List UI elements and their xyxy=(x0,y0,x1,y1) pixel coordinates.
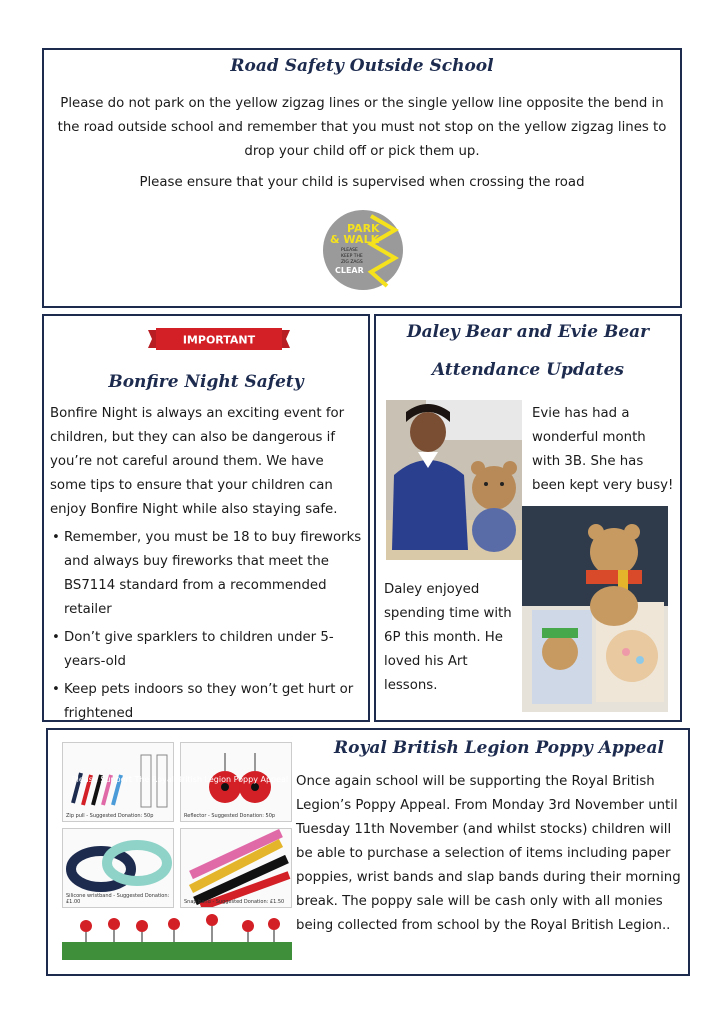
bears-title-line-2: Attendance Updates xyxy=(432,360,624,380)
poppy-products-image xyxy=(62,742,292,960)
important-label: IMPORTANT xyxy=(182,333,256,347)
product-caption: Zip pull - Suggested Donation: 50p xyxy=(66,813,154,819)
attendance-bears-panel xyxy=(374,314,682,722)
bonfire-tip: • Remember, you must be 18 to buy fireworks and always buy fireworks that meet the BS7114 standard from a recommended retailer xyxy=(52,530,362,617)
park-and-walk-logo xyxy=(321,208,405,292)
poppy-appeal-title: Royal British Legion Poppy Appeal xyxy=(334,738,664,758)
road-safety-title: Road Safety Outside School xyxy=(230,56,494,76)
logo-line-2: & WALK xyxy=(330,233,380,246)
important-badge xyxy=(148,328,290,350)
product-caption: Snap band - Suggested Donation: £1.50 xyxy=(184,899,285,905)
supervision-note: Please ensure that your child is supervised when crossing the road xyxy=(139,175,585,190)
logo-line-6: CLEAR xyxy=(335,266,364,275)
poppy-appeal-text: Once again school will be supporting the Royal British Legion’s Poppy Appeal. From Monday 3rd November until Tuesday 11th November (and whilst stocks) children will be able to purchase a selection of items including paper poppies, wrist bands and slap bands during their morning break. The poppy sale will be cash only with all monies being collected from school by the Royal British Legion.. xyxy=(296,774,681,933)
product-caption: Reflector - Suggested Donation: 50p xyxy=(184,813,276,819)
logo-line-1: PARK xyxy=(347,222,380,235)
bonfire-tip: • Don’t give sparklers to children under 5-years-old xyxy=(52,630,334,669)
product-caption: Silicone wristband - Suggested Donation: £1.00 xyxy=(66,893,170,905)
bears-title-line-1: Daley Bear and Evie Bear xyxy=(406,322,650,342)
snap-band-product xyxy=(180,828,292,908)
bonfire-panel xyxy=(42,314,370,722)
logo-line-4: KEEP THE xyxy=(341,254,363,259)
daley-update-text: Daley enjoyed spending time with 6P this month. He loved his Art lessons. xyxy=(384,582,512,693)
evie-update-text: Evie has had a wonderful month with 3B. She has been kept very busy! xyxy=(532,406,674,493)
logo-line-5: ZIG ZAGS xyxy=(341,260,363,265)
poppy-banner-text: Please Support The Royal British Legion Poppy Appeal xyxy=(71,775,289,784)
road-safety-panel xyxy=(42,48,682,308)
poppy-appeal-panel xyxy=(46,728,690,976)
wristband-product xyxy=(62,828,174,908)
evie-bear-photo xyxy=(386,400,522,560)
bonfire-text xyxy=(50,402,362,726)
bonfire-tip: • Keep pets indoors so they won’t get hurt or frightened xyxy=(52,682,354,721)
road-safety-paragraph: Please do not park on the yellow zigzag lines or the single yellow line opposite the bend in the road outside school and remember that you must not stop on the yellow zigzag lines to drop your child off or pick them up. xyxy=(57,96,667,159)
bonfire-intro: Bonfire Night is always an exciting event for children, but they can also be dangerous if you’re not careful around them. We have some tips to ensure that your children can enjoy Bonfire Night while also staying safe. xyxy=(50,406,345,517)
poppy-banner xyxy=(62,912,292,960)
daley-bear-photo xyxy=(522,506,668,712)
bonfire-title: Bonfire Night Safety xyxy=(108,372,304,392)
logo-line-3: PLEASE xyxy=(341,248,358,253)
